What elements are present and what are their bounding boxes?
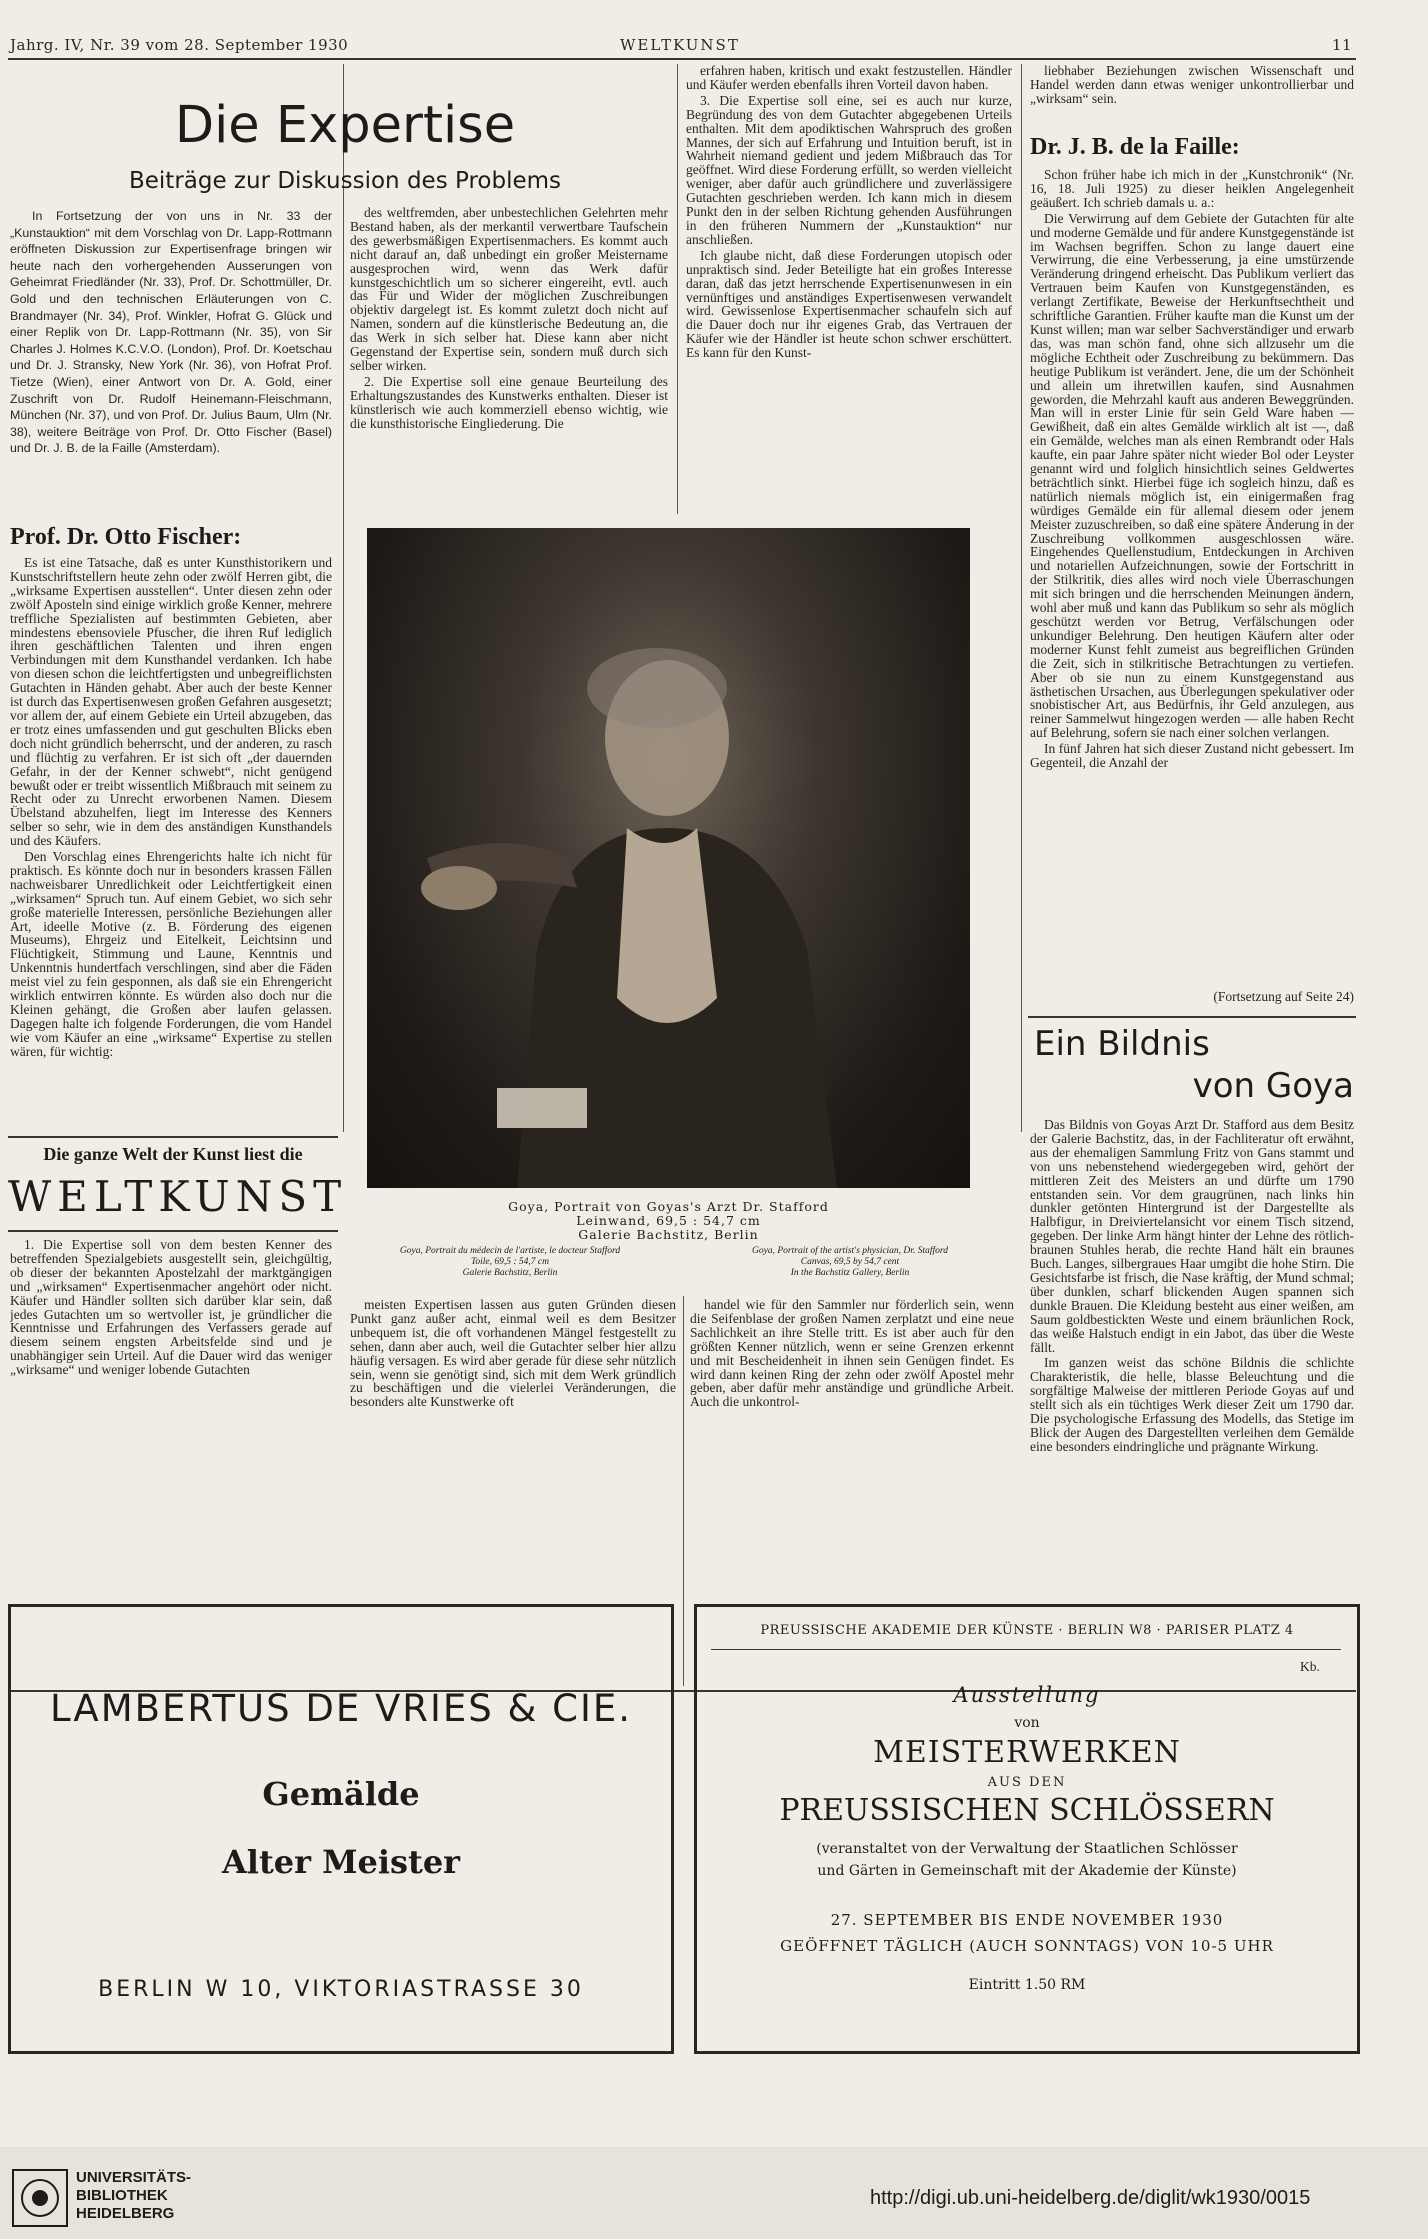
masthead-title: WELTKUNST: [620, 36, 740, 54]
column-divider: [683, 1296, 684, 1686]
paragraph: Den Vorschlag eines Ehrengerichts halte ich nicht für praktisch. Es könnte doch nur in besonders krassen Fällen nachweisbarer Unredlichkeit oder Leichtfertigkeit einen „wirksamen“ Spruch tun. Auf einem Gebiet, wo sich sehr große materielle Interessen, persönliche Beziehungen aller Art, ideelle Motive (z. B. Förderung des eigenen Museums), Ehrgeiz und Eitelkeit, Leichtsinn und Flüchtigkeit, Stimmung und Laune, Kenntnis und Unkenntnis hundertfach verschlingen, sind aber die Fäden meist viel zu fein gesponnen, als daß sie ein Ehrengericht wirklich entwirren könnte. Es würden also doch nur die Kleinen gehängt, die Großen aber laufen gelassen. Dagegen halte ich folgende Forderungen, die vom Handel wie vom Käufer an eine „wirksame“ Expertise zu stellen wären, für wichtig:: [10, 849, 332, 1059]
caption-line: Galerie Bachstitz, Berlin: [578, 1227, 759, 1242]
portrait-illustration: [367, 528, 970, 1188]
ad-akademie: [694, 1604, 1360, 2054]
paragraph: In fünf Jahren hat sich dieser Zustand nicht gebessert. Im Gegenteil, die Anzahl der: [1030, 741, 1354, 771]
caption-line: Galerie Bachstitz, Berlin: [462, 1268, 558, 1278]
ad-address: BERLIN W 10, VIKTORIASTRASSE 30: [98, 1977, 584, 2002]
figure-caption: [367, 1200, 970, 1242]
paragraph: des weltfremden, aber unbestechlichen Gelehrten mehr Bestand haben, als der merkantil verwertbare Taufschein des gewerbsmäßigen Expertisenmachers. Es kommt auch nicht darauf an, daß unbedingt ein großer Meistername ausgesprochen wird, wenn das Werk dafür kunstgeschichtlich um so sicherer eingereiht, evtl. auch das Für und Wider der möglichen Zuschreibungen objektiv dargelegt ist. Es kommt zuletzt doch nicht auf Namen, sondern auf die künstlerische Bedeutung an, die das Werk in sich selber hat. Diese kann aber nicht Gegenstand der Expertise sein, sondern muß durch sich selber wirken.: [350, 206, 668, 373]
paragraph: 1. Die Expertise soll von dem besten Kenner des betreffenden Spezialgebiets ausgestellt sein, gleichgültig, ob dieser der bekannten Apostelzahl der marktgängigen und „wirksamen“ Expertisenmacher angehört oder nicht. Käufer und Händler sollten sich darüber klar sein, daß jedes Gutachten um so wertvoller ist, je gründlicher die Kenntnisse und Erfahrungen des Verfassers gerade auf diesem seinem engsten Arbeitsfelde sind und je unabhängiger sein Urteil. Auf die Dauer wird das weniger „wirksame“ und weniger lobende Gutachten: [10, 1238, 332, 1378]
paragraph: handel wie für den Sammler nur förderlich sein, wenn die Seifenblase der großen Namen zerplatzt und eine neue Sachlichkeit an ihre Stelle tritt. Es ist aber auch für den größten Kenner nützlich, wenn er seine Grenzen erkennt und mit Bescheidenheit in ihnen sein Genügen findet. Es wird dann keinen Ring der zehn oder zwölf Apostel mehr geben, aber dafür mehr anständige und gründliche Arbeit. Auch die unkontrol-: [690, 1298, 1014, 1410]
paragraph: Das Bildnis von Goyas Arzt Dr. Stafford aus dem Besitz der Galerie Bachstitz, das, in der Fachliteratur oft erwähnt, aus der ehemaligen Sammlung Fritz von Gans stammt und von uns nebenstehend wiedergegeben wird, gehört der mittleren Zeit des Meisters an und dürfte um 1790 entstanden sein. Vor dem graugrünen, nach links hin dunkler getönten Hintergrund ist der Dargestellte als Halbfigur, in Dreiviertelansicht vor einem Tisch sitzend, gegeben. Der linke Arm hängt hinter der Lehne des rötlich-braunen Stuhles herab, die rechte Hand hält ein braunes Buch. Langes, silbergraues Haar umgibt die hohe Stirn. Die Gesichtsfarbe ist frisch, die Nase kräftig, der Mund schmal; über dunklen, scharf blickenden Augen spannen sich dunkle Brauen. Die Kleidung besteht aus einer weißen, am Saum goldbestickten Weste und einem bräunlichen Rock, das weiße Halstuch endigt in ein Jabot, das über die Weste fällt.: [1030, 1118, 1354, 1355]
paragraph: Es ist eine Tatsache, daß es unter Kunsthistorikern und Kunstschriftstellern heute zehn oder zwölf Herren gibt, die „wirksame Expertisen ausstellen“. Unter diesen zehn oder zwölf Aposteln sind einige wirklich große Kenner, mehrere treffliche Spezialisten auf bestimmten Gebieten, aber mindestens ebensoviele Pfuscher, die ihren Ruf lediglich ihren geschäftlichen Talenten und ihren engen Verbindungen mit dem Kunsthandel verdanken. Ich habe von diesen schon die leichtfertigsten und unbegreiflichsten Gutachten in Händen gehabt. Aber auch der beste Kenner ist durch das Expertisenwesen großen Gefahren ausgesetzt; vor allem der, auf einem Gebiete ein Urteil abzugeben, das er trotz eines umfassenden und gut geschulten Blicks eben doch nicht gründlich beherrscht, und der anderen, zu rasch und flüchtig zu verfahren. Er ist sich oft „der dauernden Gefahr, in der der Kenner schwebt“, nicht genügend bewußt oder er treibt wissentlich Mißbrauch mit seinem zu Recht oder zu Unrecht erworbenen Namen. Diesem Übelstand abzuhelfen, liegt im Interesse des Kenners selber so sehr, wie in dem des anständigen Kunsthandels und des Käufers.: [10, 556, 332, 849]
library-seal-icon: [12, 2169, 68, 2227]
goya-title-line1: Ein Bildnis: [1034, 1024, 1210, 1064]
caption-line: In the Bachstitz Gallery, Berlin: [790, 1268, 910, 1278]
column-4-text: [1030, 168, 1354, 976]
library-name: [76, 2169, 191, 2223]
article-subtitle: Beiträge zur Diskussion des Problems: [128, 168, 561, 194]
header-rule: [8, 58, 1356, 60]
source-url-link[interactable]: http://digi.ub.uni-heidelberg.de/diglit/wk1930/0015: [870, 2187, 1311, 2209]
caption-line: Goya, Portrait of the artist's physician, Dr. Stafford: [752, 1246, 948, 1256]
faille-heading: Dr. J. B. de la Faille:: [1030, 134, 1240, 160]
caption-line: Leinwand, 69,5 : 54,7 cm: [576, 1213, 761, 1228]
column-divider: [1021, 64, 1022, 1132]
column-3-text: [686, 64, 1012, 496]
caption-line: Goya, Portrait du médecin de l'artiste, le docteur Stafford: [399, 1246, 621, 1256]
fischer-heading: Prof. Dr. Otto Fischer:: [10, 524, 242, 550]
paragraph: Im ganzen weist das schöne Bildnis die schlichte Charakteristik, die helle, blasse Beleuchtung und die sorgfältige Malweise der mittleren Periode Goyas auf und stellt sich als ein tüchtiges Werk dieser Zeit um 1790 dar. Die psychologische Erfassung des Modells, das Stetige im Blick der Augen des Dargestellten verleihen dem Gemälde eine besonders eindringliche und prägnante Wirkung.: [1030, 1355, 1354, 1454]
continuation-note: (Fortsetzung auf Seite 24): [1213, 989, 1354, 1004]
ad-note-2: und Gärten in Gemeinschaft mit der Akademie der Künste): [817, 1863, 1237, 1879]
column-2-text: [350, 206, 668, 496]
ad-line-gemaelde: Gemälde: [262, 1775, 420, 1813]
paragraph: 2. Die Expertise soll eine genaue Beurteilung des Erhaltungszustandes des Kunstwerks enthalten. Dieser ist künstlerisch wie auch kommerziell ebenso wichtig, wie die kunsthistorische Eingliederung. Die: [350, 373, 668, 431]
ad-price: Eintritt 1.50 RM: [968, 1977, 1086, 1993]
paragraph: liebhaber Beziehungen zwischen Wissenschaft und Handel werden dann etwas weniger unkontrollierbar und „wirksam“ sein.: [1030, 64, 1354, 106]
library-line: BIBLIOTHEK: [76, 2187, 168, 2204]
library-line: UNIVERSITÄTS-: [76, 2169, 192, 2186]
author-signature: Kb.: [1300, 1659, 1320, 1674]
ad-schloessern: PREUSSISCHEN SCHLÖSSERN: [779, 1793, 1275, 1828]
ad-ausstellung: Ausstellung: [953, 1683, 1101, 1707]
caption-line: Goya, Portrait von Goyas's Arzt Dr. Stafford: [508, 1199, 829, 1214]
caption-line: Canvas, 69,5 by 54,7 cent: [800, 1257, 900, 1267]
weltkunst-logo: WELTKUNST: [8, 1172, 348, 1221]
ad-hours: GEÖFFNET TÄGLICH (AUCH SONNTAGS) VON 10-5 UHR: [780, 1937, 1274, 1955]
paragraph: meisten Expertisen lassen aus guten Gründen diesen Punkt ganz außer acht, einmal weil es dem Besitzer unbequem ist, die oft vorhandenen Mängel festgestellt zu sehen, dann aber auch, weil die Gutachter selber hier allzu häufig versagen. Es wird aber gerade für diese sehr nützlich sein, wenn sie genötigt sind, sich mit dem Werk gründlich zu beschäftigen und die vielerlei Veränderungen, die besonders alte Kunstwerke oft: [350, 1298, 676, 1410]
ad-rule: [711, 1649, 1341, 1650]
page-number: 11: [1332, 36, 1353, 54]
ad-dates: 27. SEPTEMBER BIS ENDE NOVEMBER 1930: [830, 1911, 1224, 1929]
paragraph: erfahren haben, kritisch und exakt festzustellen. Händler und Käufer werden ebenfalls ihren Vorteil davon haben.: [686, 64, 1012, 92]
paragraph: 3. Die Expertise soll eine, sei es auch nur kurze, Begründung des von dem Gutachter abgegebenen Urteils enthalten. Mit dem apodiktischen Wahrspruch des großen Mannes, der sich auf Erfahrung und Intuition beruft, ist in Wahrheit niemand gedient und jedem Mißbrauch das Tor geöffnet. Wird diese Forderung erfüllt, so werden vielleicht weniger, aber dafür auch gründlichere und zuverlässigere Gutachten geschrieben werden. Ich kann mich in diesem Punkt den in der selben Richtung gehenden Ausführungen in den früheren Nummern der „Kunstauktion“ nur anschließen.: [686, 92, 1012, 247]
paragraph: Die Verwirrung auf dem Gebiete der Gutachten für alte und moderne Gemälde und für andere Kunstgegenstände ist im Wachsen begriffen. Schon zu lange dauert eine Verwirrung, die eine Verbesserung, ja eine umstürzende Veränderung dringend erheischt. Das Publikum verliert das Vertrauen beim Kaufen von Kunstgegenständen, es verlangt Zertifikate, Beweise der Herkunftsechtheit und schriftliche Garantien. Früher kaufte man die Kunst um der Kunst willen; man war selber Sachverständiger und erwarb das, was man schön fand, ohne sich allzusehr um die mögliche Echtheit oder Zuschreibung zu bekümmern. Das heutige Publikum ist verändert. Jene, die um der Schönheit und allein um ihretwillen kaufen, sind Ausnahmen geworden, die Mehrzahl kauft aus anderen Beweggründen. Man will in erster Linie für sein Geld Ware haben — Gewißheit, daß ein altes Gemälde wirklich alt ist —, daß ein Gemälde, welches man als einen Rembrandt oder Hals kaufte, ein paar Jahre später nicht wieder Bol oder Leyster genannt wird und folglich hinsichtlich seines Geldwertes beträchtlich sinkt. Hierbei füge ich sogleich hinzu, daß es natürlich niemals möglich ist, ein einigermaßen frag würdiges Gemälde ein für allemal diesem oder jenem Meister zuzuschreiben, so daß eine spätere Änderung in der Zuschreibung vollkommen ausgeschlossen wäre. Eingehendes Quellenstudium, Entdeckungen in Archiven und notariellen Aufzeichnungen, sowie der Fortschritt in der Stilkritik, dies alles wird noch viele Überraschungen mit sich bringen und die herrschenden Meinungen ändern, wohl aber muß und kann das Publikum so sehr als möglich geschützt werden vor Betrug, Verfälschungen oder unkundiger Belehrung. Den heutigen Käufern alter oder moderner Kunst fehlt zumeist aus begreiflichen Gründen die Zeit, sich in stilkritische Betrachtungen zu vertiefen. Aber ob sie nun zu einem Kunstgegenstand aus ästhetischen Ursachen, aus Überlegungen spekulativer oder snobistischer Art, aus Bedürfnis, ihr Geld anzulegen, aus reiner Sammelwut hingezogen werden — alle haben Recht auf Belehrung, sofern sie nach einer solchen verlangen.: [1030, 210, 1354, 741]
goya-article-text: [1030, 1118, 1354, 1674]
box-rule: [8, 1230, 338, 1232]
ad-note-1: (veranstaltet von der Verwaltung der Staatlichen Schlösser: [816, 1841, 1238, 1857]
caption-line: Toile, 69,5 : 54,7 cm: [470, 1257, 550, 1267]
ad-aus-den: AUS DEN: [987, 1775, 1067, 1790]
weltkunst-tagline: Die ganze Welt der Kunst liest die: [43, 1144, 303, 1164]
ad-line-alter-meister: Alter Meister: [221, 1843, 461, 1881]
issue-line: Jahrg. IV, Nr. 39 vom 28. September 1930: [10, 36, 349, 54]
digitization-footer: [0, 2147, 1428, 2239]
caption-english: [690, 1246, 1010, 1279]
box-rule: [8, 1136, 338, 1138]
article-intro: In Fortsetzung der von uns in Nr. 33 der „Kunstauktion“ mit dem Vorschlag von Dr. Lapp-Rottmann eröffneten Diskussion zur Expertisenfrage bringen wir heute nach den vorhergehenden Ausserungen von Geheimrat Friedländer (Nr. 33), Prof. Dr. Schottmüller, Dr. Gold und den technischen Erläuterungen von C. Brandmayer (Nr. 34), Prof. Winkler, Hofrat G. Glück und einer Replik von Dr. Lapp-Rottmann (Nr. 35), von Sir Charles J. Holmes K.C.V.O. (London), Prof. Dr. Koetschau und Dr. J. Stransky, New York (Nr. 36), von Hofrat Prof. Tietze (Wien), einer Antwort von Dr. A. Gold, einer Zuschrift von Dr. Rudolf Heinemann-Fleischmann, München (Nr. 37), und von Prof. Dr. Julius Baum, Ulm (Nr. 38), weitere Beiträge von Prof. Dr. Otto Fischer (Basel) und Dr. J. B. de la Faille (Amsterdam).: [10, 209, 332, 456]
seal-graphic: [14, 2171, 66, 2225]
paragraph: Ich glaube nicht, daß diese Forderungen utopisch oder unpraktisch sind. Jeder Beteiligte hat ein großes Interesse daran, daß das jetzt herrschende Expertisenunwesen in ein vernünftiges und anständiges Expertisenwesen verwandelt wird. Gewissenlose Expertisenmacher schaufeln sich auf die Dauer doch nur ihr eigenes Grab, das Vertrauen der Käufer wie der Händler ist heute schon schwer erschüttert. Es kann für den Kunst-: [686, 247, 1012, 361]
article-title: Die Expertise: [174, 96, 516, 155]
column-divider: [343, 64, 344, 1132]
paragraph: Schon früher habe ich mich in der „Kunstchronik“ (Nr. 16, 18. Juli 1925) zu dieser heiklen Angelegenheit geäußert. Ich schrieb damals u. a.:: [1030, 168, 1354, 210]
ad-firm-name: LAMBERTUS DE VRIES & CIE.: [49, 1687, 633, 1730]
section-rule: [1028, 1016, 1356, 1018]
caption-french: [320, 1246, 700, 1279]
ad-von: von: [1014, 1715, 1040, 1731]
ad-institution: PREUSSISCHE AKADEMIE DER KÜNSTE · BERLIN W8 · PARISER PLATZ 4: [760, 1623, 1294, 1638]
library-line: HEIDELBERG: [76, 2205, 175, 2222]
goya-portrait-image: [367, 528, 970, 1188]
ad-meisterwerken: MEISTERWERKEN: [873, 1735, 1181, 1770]
ad-lambertus: [8, 1604, 674, 2054]
column-1-text: [10, 556, 332, 1132]
column-4-top-text: [1030, 64, 1354, 130]
goya-title-line2: von Goya: [1192, 1066, 1354, 1106]
